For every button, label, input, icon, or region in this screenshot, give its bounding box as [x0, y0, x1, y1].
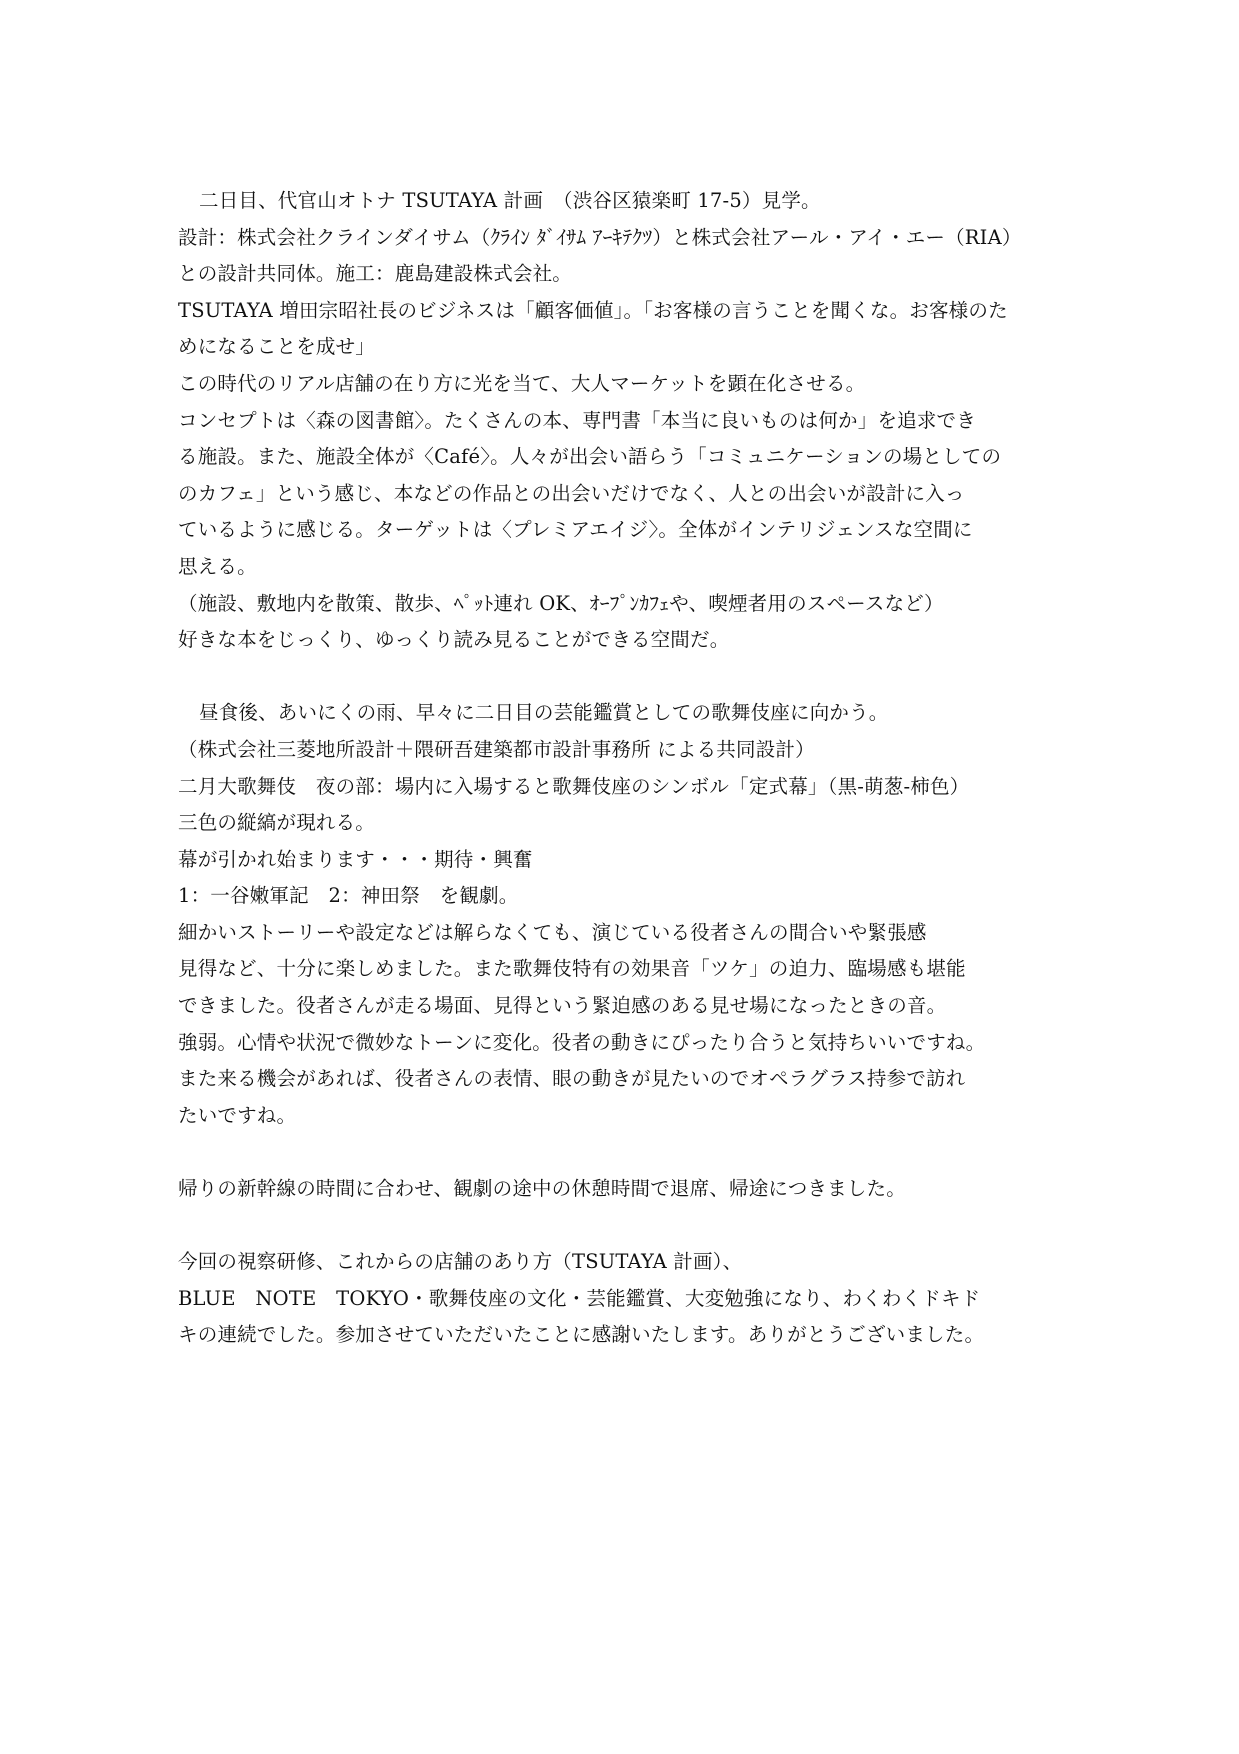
paragraph-line: TSUTAYA 増田宗昭社長のビジネスは「顧客価値」。「お客様の言うことを聞くな。お客様のた [178, 298, 1008, 322]
paragraph-spacer [178, 1208, 1078, 1245]
section-daikanyama-tsutaya [178, 183, 1078, 659]
paragraph-line: めになることを成せ」 [178, 335, 376, 359]
paragraph-spacer [178, 1134, 1078, 1171]
paragraph-line: 見得など、十分に楽しめました。また歌舞伎特有の効果音「ツケ」の迫力、臨場感も堪能 [178, 957, 966, 981]
section-closing [178, 1244, 1078, 1354]
paragraph-line: 細かいストーリーや設定などは解らなくても、演じている役者さんの間合いや緊張感 [178, 920, 927, 944]
paragraph-line: コンセプトは〈森の図書館〉。たくさんの本、専門書「本当に良いものは何か」を追求でき [178, 408, 976, 432]
paragraph-line: 思える。 [178, 554, 257, 578]
paragraph-line: 三色の縦縞が現れる。 [178, 811, 376, 835]
paragraph-line: 二日目、代官山オトナ TSUTAYA 計画 （渋谷区猿楽町 17-5）見学。 [199, 189, 821, 212]
section-return-trip [178, 1171, 1078, 1208]
paragraph-line: ているように感じる。ターゲットは〈プレミアエイジ〉。全体がインテリジェンスな空間に [178, 518, 973, 542]
section-kabukiza [178, 695, 1078, 1134]
paragraph-line: できました。役者さんが走る場面、見得という緊迫感のある見せ場になったときの音。 [178, 994, 947, 1018]
paragraph-line: 1：一谷嫩軍記 2：神田祭 を観劇。 [178, 884, 519, 908]
paragraph-line: との設計共同体。施工：鹿島建設株式会社。 [178, 262, 573, 286]
document-body [178, 183, 1078, 1354]
paragraph-line: のカフェ」という感じ、本などの作品との出会いだけでなく、人との出会いが設計に入っ [178, 481, 965, 505]
paragraph-line: 設計：株式会社クラインダイサム（ｸﾗｲﾝ ﾀﾞｲｻﾑ ｱｰｷﾃｸﾂ）と株式会社アール・アイ・エー（RIA） [178, 225, 1022, 249]
paragraph-line: 今回の視察研修、これからの店舗のあり方（TSUTAYA 計画）、 [178, 1250, 743, 1274]
paragraph-line: BLUE NOTE TOKYO・歌舞伎座の文化・芸能鑑賞、大変勉強になり、わくわくドキド [178, 1286, 981, 1310]
paragraph-line: たいですね。 [178, 1103, 297, 1127]
paragraph-line: また来る機会があれば、役者さんの表情、眼の動きが見たいのでオペラグラス持参で訪れ [178, 1067, 966, 1091]
paragraph-line: 帰りの新幹線の時間に合わせ、観劇の途中の休憩時間で退席、帰途につきました。 [178, 1177, 906, 1201]
paragraph-line: 二月大歌舞伎 夜の部：場内に入場すると歌舞伎座のシンボル「定式幕」（黒-萌葱-柿色） [178, 774, 970, 798]
paragraph-line: （施設、敷地内を散策、散歩、ﾍﾟｯﾄ連れ OK、ｵｰﾌﾟﾝｶﾌｪや、喫煙者用のスペースなど） [178, 591, 944, 615]
paragraph-line: 幕が引かれ始まります・・・期待・興奮 [178, 847, 533, 871]
paragraph-line: 昼食後、あいにくの雨、早々に二日目の芸能鑑賞としての歌舞伎座に向かう。 [199, 701, 889, 725]
paragraph-spacer [178, 659, 1078, 696]
paragraph-line: る施設。また、施設全体が〈Café〉。人々が出会い語らう「コミュニケーションの場としての [178, 445, 1002, 469]
paragraph-line: この時代のリアル店舗の在り方に光を当て、大人マーケットを顕在化させる。 [178, 371, 866, 395]
paragraph-line: キの連続でした。参加させていただいたことに感謝いたします。ありがとうございました。 [178, 1323, 985, 1347]
paragraph-line: 強弱。心情や状況で微妙なトーンに変化。役者の動きにぴったり合うと気持ちいいですね。 [178, 1030, 986, 1054]
paragraph-line: 好きな本をじっくり、ゆっくり読み見ることができる空間だ。 [178, 628, 730, 652]
paragraph-line: （株式会社三菱地所設計＋隈研吾建築都市設計事務所 による共同設計） [178, 737, 815, 761]
